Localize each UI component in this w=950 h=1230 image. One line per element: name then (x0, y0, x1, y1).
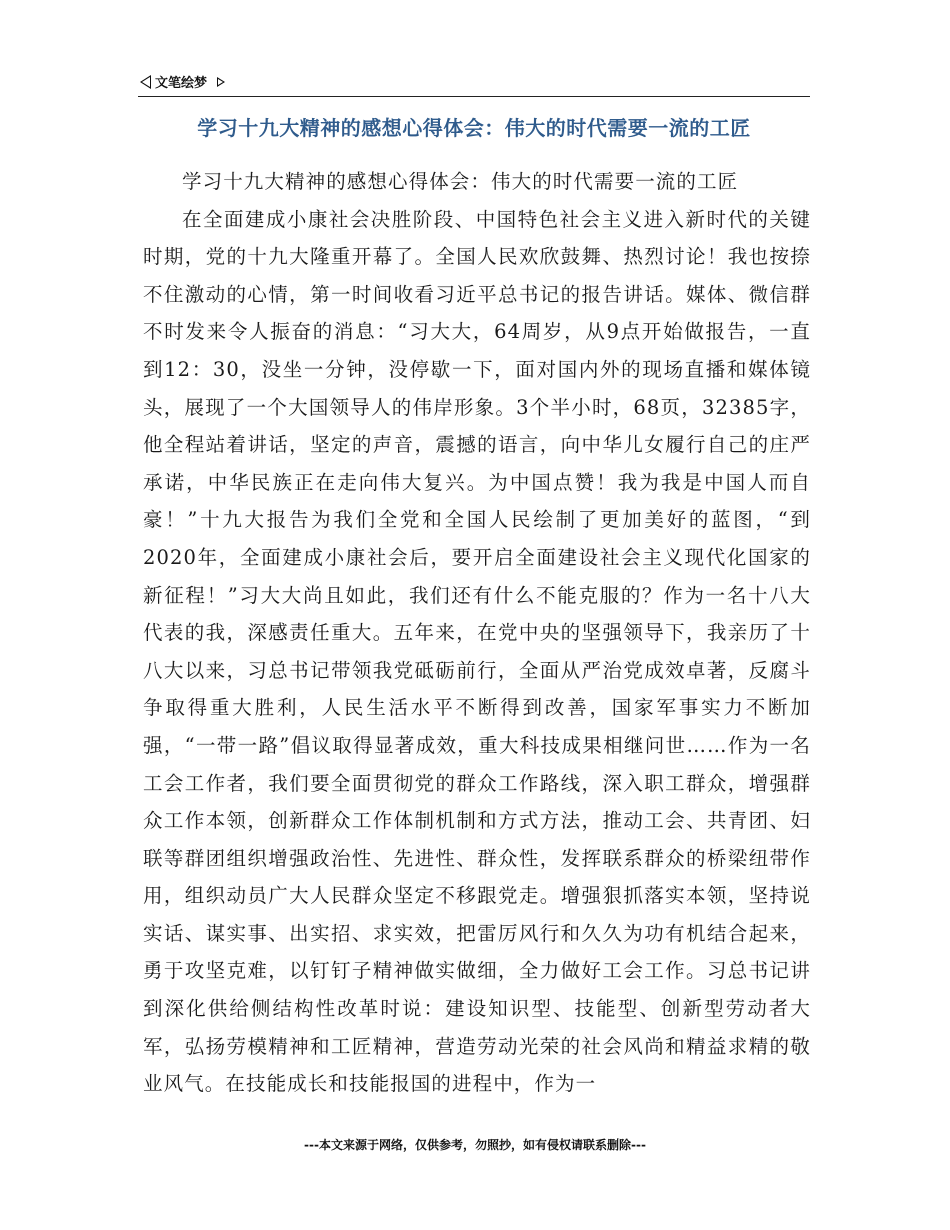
triangle-right-icon (217, 77, 225, 87)
document-title: 学习十九大精神的感想心得体会：伟大的时代需要一流的工匠 (197, 116, 751, 140)
subtitle-paragraph: 学习十九大精神的感想心得体会：伟大的时代需要一流的工匠 (182, 170, 739, 193)
brand-text: 文笔绘梦 (155, 76, 208, 91)
page-header (138, 70, 810, 97)
page-footer: ---本文来源于网络，仅供参考，勿照抄，如有侵权请联系删除--- (304, 1138, 646, 1152)
header-brand (140, 72, 225, 91)
body-paragraph: 在全面建成小康社会决胜阶段、中国特色社会主义进入新时代的关键时期，党的十九大隆重开幕了。全国人民欢欣鼓舞、热烈讨论！我也按捺不住激动的心情，第一时间收看习近平总书记的报告讲话。媒体、微信群不时发来令人振奋的消息：“习大大，64周岁，从9点开始做报告，一直到12：30，没坐一分钟，没停歇一下，面对国内外的现场直播和媒体镜头，展现了一个大国领导人的伟岸形象。3个半小时，68页，32385字，他全程站着讲话，坚定的声音，震撼的语言，向中华儿女履行自己的庄严承诺，中华民族正在走向伟大复兴。为中国点赞！我为我是中国人而自豪！”十九大报告为我们全党和全国人民绘制了更加美好的蓝图，“到2020年，全面建成小康社会后，要开启全面建设社会主义现代化国家的新征程！”习大大尚且如此，我们还有什么不能克服的？作为一名十八大代表的我，深感责任重大。五年来，在党中央的坚强领导下，我亲历了十八大以来，习总书记带领我党砥砺前行，全面从严治党成效卓著，反腐斗争取得重大胜利，人民生活水平不断得到改善，国家军事实力不断加强，“一带一路”倡议取得显著成效，重大科技成果相继问世……作为一名工会工作者，我们要全面贯彻党的群众工作路线，深入职工群众，增强群众工作本领，创新群众工作体制机制和方式方法，推动工会、共青团、妇联等群团组织增强政治性、先进性、群众性，发挥联系群众的桥梁纽带作用，组织动员广大人民群众坚定不移跟党走。增强狠抓落实本领，坚持说实话、谋实事、出实招、求实效，把雷厉风行和久久为功有机结合起来，勇于攻坚克难，以钉钉子精神做实做细，全力做好工会工作。习总书记讲到深化供给侧结构性改革时说：建设知识型、技能型、创新型劳动者大军，弘扬劳模精神和工匠精神，营造劳动光荣的社会风尚和精益求精的敬业风气。在技能成长和技能报国的进程中，作为一 (143, 207, 811, 1096)
document-body (143, 163, 811, 1103)
triangle-left-icon (140, 75, 151, 89)
